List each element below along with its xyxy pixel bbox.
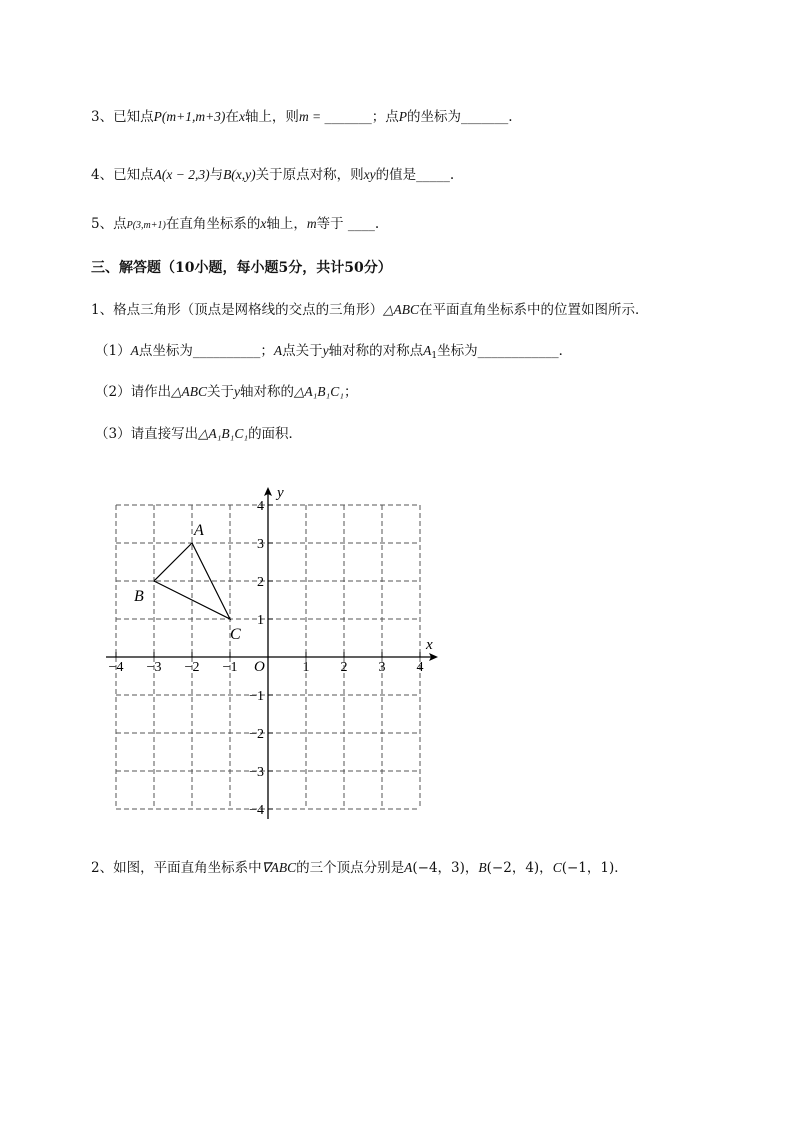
question-4: 4、已知点A(x − 2,3)与B(x,y)关于原点对称，则xy的值是_____. bbox=[91, 167, 455, 183]
point-p-expression: P(m+1,m+3) bbox=[153, 109, 226, 124]
y-tick-label: 1 bbox=[257, 613, 264, 628]
y-tick-label: −2 bbox=[249, 727, 264, 742]
answer-blank[interactable]: ____________ bbox=[477, 343, 559, 359]
x-tick-label: 4 bbox=[416, 660, 424, 675]
problem-2-intro: 2、如图，平面直角坐标系中∇ABC的三个顶点分别是A(−4，3)，B(−2，4)，C(−1，1)． bbox=[91, 860, 628, 876]
x-tick-label: −3 bbox=[146, 660, 162, 675]
section-heading: 三、解答题（10小题，每小题5分，共计50分） bbox=[91, 260, 392, 276]
vertex-label-a: A bbox=[194, 522, 204, 539]
answer-blank[interactable]: __________ bbox=[192, 343, 261, 359]
x-tick-label: 1 bbox=[302, 660, 310, 675]
x-tick-label: −1 bbox=[222, 660, 238, 675]
y-tick-label: 3 bbox=[257, 537, 264, 552]
problem-1-part-3: （3）请直接写出△A₁B₁C₁的面积． bbox=[95, 426, 303, 442]
x-tick-label: 3 bbox=[378, 660, 386, 675]
problem-1-intro: 1、格点三角形（顶点是网格线的交点的三角形）△ABC在平面直角坐标系中的位置如图所示． bbox=[91, 302, 649, 318]
answer-blank[interactable]: _______ bbox=[461, 109, 509, 125]
vertex-label-b: B bbox=[134, 588, 144, 605]
y-axis-label: y bbox=[277, 485, 284, 501]
x-tick-label: 2 bbox=[340, 660, 348, 675]
y-tick-label: 4 bbox=[257, 499, 264, 514]
x-tick-label: −2 bbox=[184, 660, 200, 675]
answer-blank[interactable]: ____ bbox=[347, 216, 375, 232]
question-5: 5、点P(3,m+1)在直角坐标系的x轴上，m等于 ____. bbox=[91, 216, 380, 232]
x-tick-label: −4 bbox=[108, 660, 124, 675]
problem-1-part-2: （2）请作出△ABC关于y轴对称的△A₁B₁C₁； bbox=[95, 384, 358, 400]
y-tick-label: −4 bbox=[249, 803, 264, 818]
origin-label: O bbox=[254, 659, 265, 675]
problem-1-part-1: （1）A点坐标为__________；A点关于y轴对称的对称点$A_1$坐标为____________． bbox=[95, 343, 573, 361]
y-tick-label: −1 bbox=[249, 689, 264, 704]
answer-blank[interactable]: _______ bbox=[324, 109, 372, 125]
y-tick-label: 2 bbox=[257, 575, 264, 590]
question-3: 3、已知点P(m+1,m+3)在x轴上，则m = _______；点P的坐标为_______. bbox=[91, 109, 513, 125]
x-axis-label: x bbox=[426, 637, 433, 653]
vertex-label-c: C bbox=[230, 626, 241, 643]
y-tick-label: −3 bbox=[249, 765, 264, 780]
answer-blank[interactable]: _____ bbox=[416, 167, 450, 183]
